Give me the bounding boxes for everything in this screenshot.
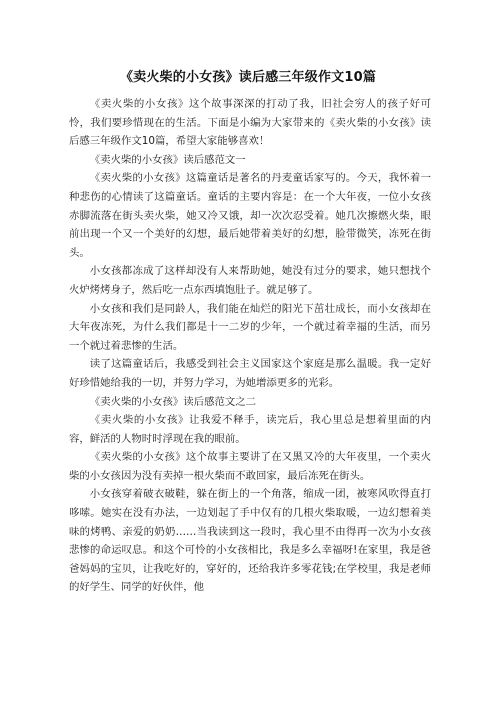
body-paragraph: 小女孩都冻成了这样却没有人来帮助她，她没有过分的要求，她只想找个火炉烤烤身子，然后吃一点东西填饱肚子。就足够了。 [69,265,431,296]
document-body [69,95,431,597]
section-heading-2: 《卖火柴的小女孩》读后感范文之二 [89,395,257,408]
body-paragraph: 《卖火柴的小女孩》这个故事主要讲了在又黑又冷的大年夜里，一个卖火柴的小女孩因为没有卖掉一根火柴而不敢回家，最后冻死在街头。 [69,451,431,482]
intro-paragraph: 《卖火柴的小女孩》这个故事深深的打动了我，旧社会穷人的孩子好可怜，我们要珍惜现在的生活。下面是小编为大家带来的《卖火柴的小女孩》读后感三年级作文10篇，希望大家能够喜欢！ [69,98,431,148]
body-paragraph: 《卖火柴的小女孩》让我爱不释手，读完后，我心里总是想着里面的内容，鲜活的人物时时浮现在我的眼前。 [69,414,431,445]
body-paragraph: 小女孩穿着破衣破鞋，躲在街上的一个角落，缩成一团，被寒风吹得直打哆嗦。她实在没有办法，一边划起了手中仅有的几根火柴取暖，一边幻想着美味的烤鸭、亲爱的奶奶……当我读到这一段时，我心里不由得再一次为小女孩悲惨的命运叹息。和这个可怜的小女孩相比，我是多么幸福呀!在家里，我是爸爸妈妈的宝贝，让我吃好的，穿好的，还给我许多零花钱;在学校里，我是老师的好学生、同学的好伙伴，他 [69,488,431,594]
body-paragraph: 小女孩和我们是同龄人，我们能在灿烂的阳光下茁壮成长，而小女孩却在大年夜冻死，为什么我们都是十一二岁的少年，一个就过着幸福的生活，而另一个就过着悲惨的生活。 [69,302,431,352]
body-paragraph: 《卖火柴的小女孩》这篇童话是著名的丹麦童话家写的。今天，我怀着一种悲伤的心情读了这篇童话。童话的主要内容是：在一个大年夜，一位小女孩赤脚流落在街头卖火柴，她又冷又饿，却一次次忍受着。她几次擦燃火柴，眼前出现一个又一个美好的幻想，最后她带着美好的幻想，脸带微笑，冻死在街头。 [69,172,431,259]
document-title: 《卖火柴的小女孩》读后感三年级作文10篇 [119,70,377,85]
section-heading-1: 《卖火柴的小女孩》读后感范文一 [89,153,246,166]
body-paragraph: 读了这篇童话后，我感受到社会主义国家这个家庭是那么温暖。我一定好好珍惜她给我的一切，并努力学习，为她增添更多的光彩。 [69,358,431,389]
